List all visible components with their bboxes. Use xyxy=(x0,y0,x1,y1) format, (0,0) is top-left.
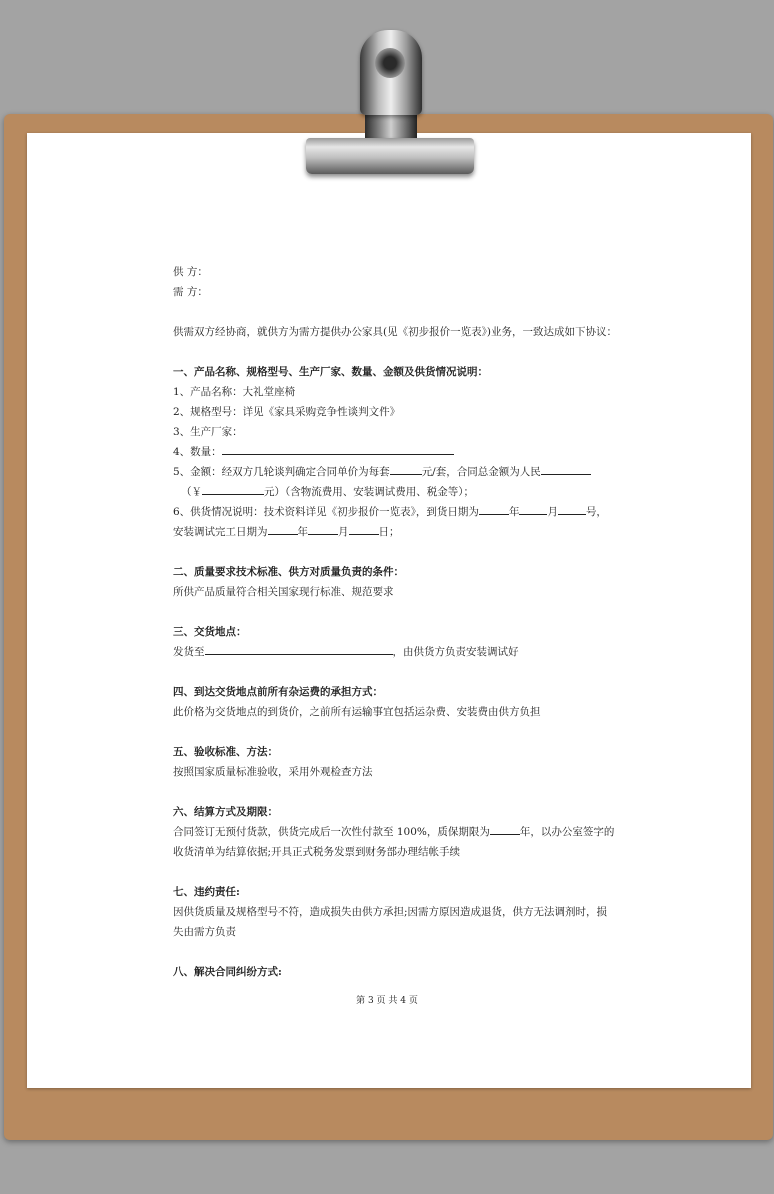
item-spec: 2、规格型号：详见《家具采购竞争性谈判文件》 xyxy=(173,406,401,418)
section-5-body: 按照国家质量标准验收，采用外观检查方法 xyxy=(173,766,373,778)
section-6-heading: 六、结算方式及期限： xyxy=(173,806,278,818)
section-6-body-2: 收货清单为结算依据;开具正式税务发票到财务部办理结帐手续 xyxy=(173,846,461,858)
item-delivery xyxy=(173,502,613,522)
quantity-label: 4、数量： xyxy=(173,446,222,458)
section-4-body: 此价格为交货地点的到货价，之前所有运输事宜包括运杂费、安装费由供方负担 xyxy=(173,706,541,718)
section-8-heading: 八、解决合同纠纷方式: xyxy=(173,966,282,978)
section-4-heading: 四、到达交货地点前所有杂运费的承担方式： xyxy=(173,686,383,698)
item-amount-yuan xyxy=(173,482,613,502)
settlement-text-cont: 年，以办公室签字的 xyxy=(519,826,615,838)
page-number: 第 3 页 共 4 页 xyxy=(356,996,418,1006)
install-year-label: 年 xyxy=(297,526,308,538)
delivery-day-label: 号， xyxy=(585,506,607,518)
section-7-body-2: 失由需方负责 xyxy=(173,926,236,938)
intro-text: 供需双方经协商，就供方为需方提供办公家具(见《初步报价一览表》)业务，一致达成如下协议： xyxy=(173,326,617,338)
install-month-blank xyxy=(308,522,338,535)
ship-to-note: ，由供货方负责安装调试好 xyxy=(392,646,519,658)
contract-body xyxy=(173,262,617,982)
install-day-label: 日； xyxy=(378,526,400,538)
settlement-text: 合同签订无预付货款，供货完成后一次性付款至 100%，质保期限为 xyxy=(173,826,490,838)
delivery-year-label: 年 xyxy=(508,506,520,518)
amount-total-label: 元/套，合同总金额为人民 xyxy=(421,466,541,478)
quantity-blank xyxy=(222,442,454,455)
section-7-body-1: 因供货质量及规格型号不符，造成损失由供方承担;因需方原因造成退货，供方无法调剂时，损 xyxy=(173,906,608,918)
delivery-day-blank xyxy=(558,502,586,515)
section-3-heading: 三、交货地点： xyxy=(173,626,247,638)
total-amount-blank xyxy=(541,462,591,475)
item-install xyxy=(173,522,613,542)
party-demand: 需 方： xyxy=(173,286,208,298)
install-day-blank xyxy=(349,522,379,535)
warranty-years-blank xyxy=(490,822,520,835)
section-2-heading: 二、质量要求技术标准、供方对质量负责的条件： xyxy=(173,566,404,578)
yuan-note: 元）（含物流费用、安装调试费用、税金等）； xyxy=(264,486,474,498)
delivery-month-blank xyxy=(519,502,547,515)
install-month-label: 月 xyxy=(338,526,349,538)
section-5-heading: 五、验收标准、方法： xyxy=(173,746,278,758)
delivery-label: 6、供货情况说明：技术资料详见《初步报价一览表》，到货日期为 xyxy=(173,506,479,518)
ship-to-label: 发货至 xyxy=(173,646,205,658)
ship-to-blank xyxy=(205,642,393,655)
section-6-body-1 xyxy=(173,822,613,842)
install-year-blank xyxy=(268,522,298,535)
yuan-open: （￥ xyxy=(181,486,202,498)
yuan-blank xyxy=(202,482,264,495)
section-2-body: 所供产品质量符合相关国家现行标准、规范要求 xyxy=(173,586,394,598)
amount-label: 5、金额：经双方几轮谈判确定合同单价为每套 xyxy=(173,466,390,478)
delivery-month-label: 月 xyxy=(547,506,558,518)
item-amount xyxy=(173,462,613,482)
unit-price-blank xyxy=(390,462,422,475)
install-label: 安装调试完工日期为 xyxy=(173,526,268,538)
section-3-body xyxy=(173,642,613,662)
item-quantity xyxy=(173,442,613,462)
item-product-name: 1、产品名称：大礼堂座椅 xyxy=(173,386,296,398)
section-1-heading: 一、产品名称、规格型号、生产厂家、数量、金额及供货情况说明： xyxy=(173,366,488,378)
section-7-heading: 七、违约责任: xyxy=(173,886,240,898)
delivery-year-blank xyxy=(479,502,509,515)
item-manufacturer: 3、生产厂家： xyxy=(173,426,243,438)
clip-base xyxy=(306,138,474,174)
party-supply: 供 方： xyxy=(173,266,208,278)
clip-hole xyxy=(375,48,405,78)
